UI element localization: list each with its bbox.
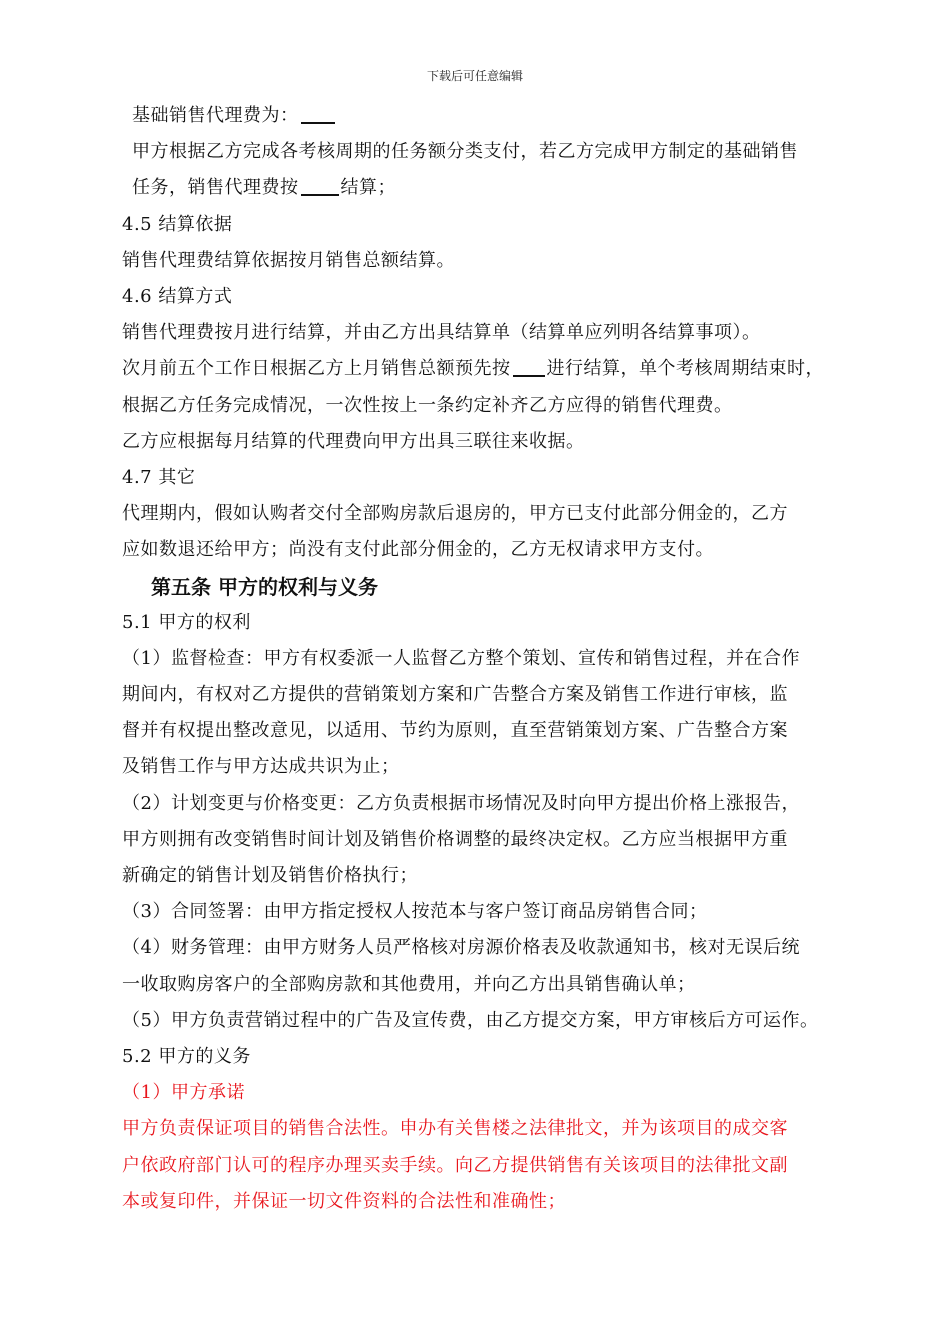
line-text: 进行结算，单个考核周期结束时， bbox=[546, 358, 824, 380]
line-text: 基础销售代理费为： bbox=[132, 105, 299, 126]
line-text: 任务，销售代理费按 bbox=[132, 177, 299, 199]
line-text: 结算； bbox=[340, 177, 396, 199]
section-number: 4.6 结算方式 bbox=[122, 286, 233, 308]
text-line: 代理期内，假如认购者交付全部购房款后退房的，甲方已支付此部分佣金的，乙方 bbox=[122, 503, 788, 525]
text-line: 甲方根据乙方完成各考核周期的任务额分类支付，若乙方完成甲方制定的基础销售 bbox=[132, 141, 798, 163]
fill-blank bbox=[301, 174, 339, 196]
text-line bbox=[122, 351, 840, 387]
fill-blank bbox=[513, 355, 545, 377]
text-line: 甲方则拥有改变销售时间计划及销售价格调整的最终决定权。乙方应当根据甲方重 bbox=[122, 828, 788, 850]
text-line bbox=[122, 98, 840, 134]
document-body bbox=[122, 98, 840, 1220]
section-number: 4.5 结算依据 bbox=[122, 213, 233, 235]
text-line: 新确定的销售计划及销售价格执行； bbox=[122, 865, 418, 887]
line-text: 次月前五个工作日根据乙方上月销售总额预先按 bbox=[122, 358, 511, 380]
text-line: （3）合同签署：由甲方指定授权人按范本与客户签订商品房销售合同； bbox=[122, 901, 708, 923]
text-line: 期间内，有权对乙方提供的营销策划方案和广告整合方案及销售工作进行审核，监 bbox=[122, 684, 788, 706]
text-line: 及销售工作与甲方达成共识为止； bbox=[122, 756, 400, 778]
text-line: 乙方应根据每月结算的代理费向甲方出具三联往来收据。 bbox=[122, 430, 585, 452]
article-heading: 第五条 甲方的权利与义务 bbox=[151, 574, 378, 599]
text-line: 销售代理费按月进行结算，并由乙方出具结算单（结算单应列明各结算事项）。 bbox=[122, 322, 761, 344]
red-text-line: 户依政府部门认可的程序办理买卖手续。向乙方提供销售有关该项目的法律批文副 bbox=[122, 1154, 788, 1176]
text-line: （4）财务管理：由甲方财务人员严格核对房源价格表及收款通知书，核对无误后统 bbox=[122, 937, 800, 959]
text-line: （2）计划变更与价格变更：乙方负责根据市场情况及时向甲方提出价格上涨报告， bbox=[122, 792, 800, 814]
red-text-line: （1）甲方承诺 bbox=[122, 1082, 245, 1104]
fill-blank bbox=[301, 102, 335, 124]
text-line: 销售代理费结算依据按月销售总额结算。 bbox=[122, 249, 455, 271]
text-line: 根据乙方任务完成情况，一次性按上一条约定补齐乙方应得的销售代理费。 bbox=[122, 394, 733, 416]
red-text-line: 本或复印件，并保证一切文件资料的合法性和准确性； bbox=[122, 1190, 566, 1212]
text-line: 应如数退还给甲方；尚没有支付此部分佣金的，乙方无权请求甲方支付。 bbox=[122, 539, 714, 561]
section-number: 5.2 甲方的义务 bbox=[122, 1046, 251, 1068]
text-line: 督并有权提出整改意见，以适用、节约为原则，直至营销策划方案、广告整合方案 bbox=[122, 720, 788, 742]
section-number: 5.1 甲方的权利 bbox=[122, 611, 251, 633]
text-line: 一收取购房客户的全部购房款和其他费用，并向乙方出具销售确认单； bbox=[122, 973, 696, 995]
red-text-line: 甲方负责保证项目的销售合法性。申办有关售楼之法律批文，并为该项目的成交客 bbox=[122, 1118, 788, 1140]
text-line bbox=[122, 170, 840, 206]
text-line: （5）甲方负责营销过程中的广告及宣传费，由乙方提交方案，甲方审核后方可运作。 bbox=[122, 1009, 819, 1031]
text-line: （1）监督检查：甲方有权委派一人监督乙方整个策划、宣传和销售过程，并在合作 bbox=[122, 647, 800, 669]
section-number: 4.7 其它 bbox=[122, 467, 196, 489]
page-header: 下载后可任意编辑 bbox=[426, 69, 523, 83]
